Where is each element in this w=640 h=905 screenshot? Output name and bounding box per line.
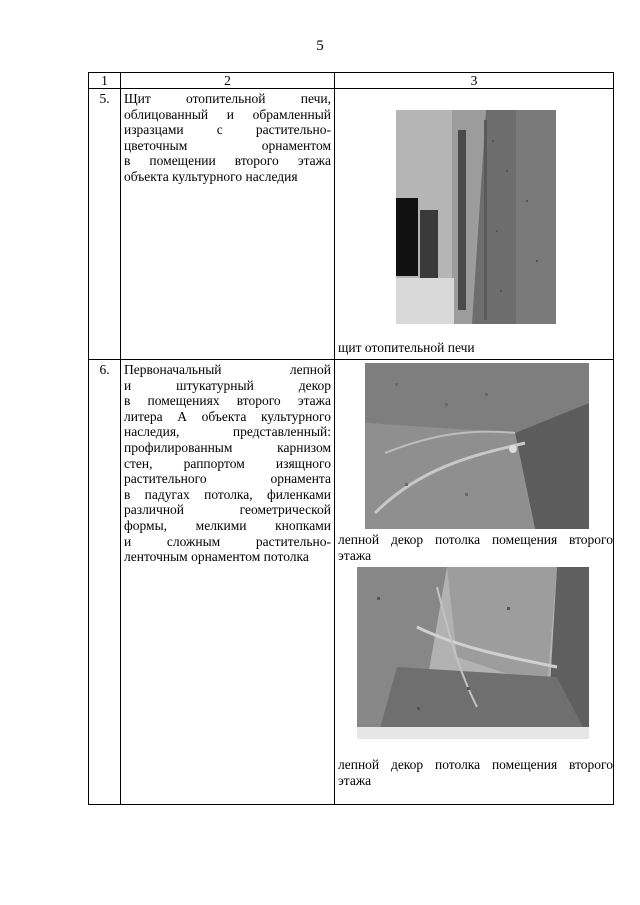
page-number: 5: [316, 38, 324, 54]
header-col-2: 2: [121, 73, 335, 89]
description-line: в помещениях второго этажа: [124, 393, 331, 409]
row-number: 6.: [89, 360, 121, 805]
description-line: облицованный и обрамленный: [124, 106, 331, 122]
description-line: наследия, представленный:: [124, 424, 331, 440]
row-number: 5.: [89, 89, 121, 360]
photo-caption: щит отопительной печи: [338, 340, 475, 355]
description-line: ленточным орнаментом потолка: [124, 549, 309, 565]
description-line: растительного орнамента: [124, 471, 331, 487]
description-line: в падугах потолка, филенками: [124, 486, 331, 502]
ceiling-decor-photo: [357, 567, 589, 739]
description-line: объекта культурного наследия: [124, 168, 298, 184]
description-line: Первоначальный лепной: [124, 362, 331, 377]
description-line: литера А объекта культурного: [124, 408, 331, 424]
header-col-1: 1: [89, 73, 121, 89]
row-description: [121, 89, 335, 360]
row-description: [121, 360, 335, 805]
description-line: формы, мелкими кнопками: [124, 517, 331, 533]
description-line: изразцами с растительно-: [124, 122, 331, 138]
description-line: профилированным карнизом: [124, 439, 331, 455]
header-col-3: 3: [335, 73, 614, 89]
table-row: [89, 360, 614, 805]
photo-caption: лепной декор потолка помещения второго этажа: [338, 757, 613, 788]
table-row: [89, 89, 614, 360]
description-line: различной геометрической: [124, 502, 331, 518]
description-line: стен, раппортом изящного: [124, 455, 331, 471]
objects-table: [88, 72, 614, 805]
description-line: цветочным орнаментом: [124, 137, 331, 153]
stove-panel-photo: [396, 110, 556, 324]
photo-caption: лепной декор потолка помещения второго этажа: [338, 532, 613, 563]
row-photos: [335, 360, 614, 805]
description-line: и сложным растительно-: [124, 533, 331, 549]
description-line: в помещении второго этажа: [124, 153, 331, 169]
description-line: Щит отопительной печи,: [124, 91, 331, 106]
row-photos: [335, 89, 614, 360]
table-header-row: [89, 73, 614, 89]
description-line: и штукатурный декор: [124, 377, 331, 393]
ceiling-decor-photo: [365, 363, 589, 529]
